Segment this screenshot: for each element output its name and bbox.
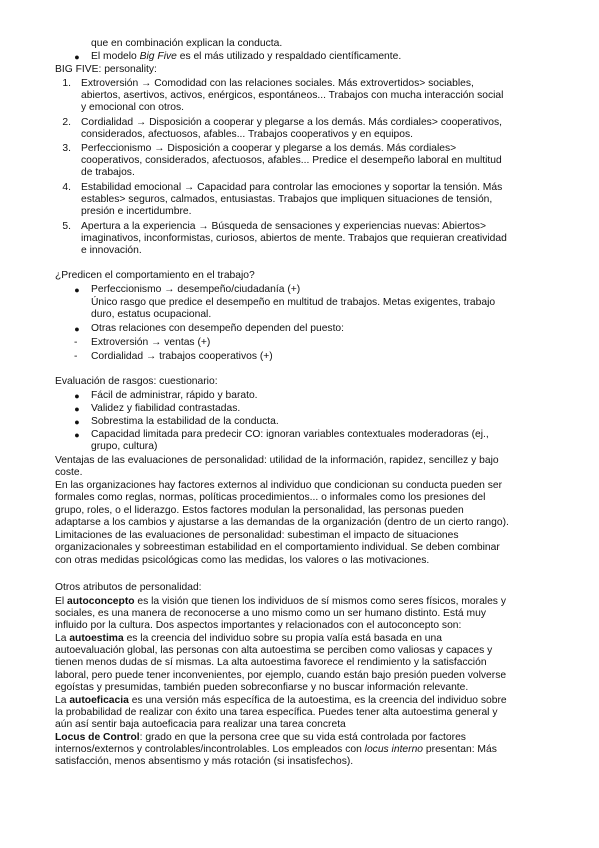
list-item-line: abiertos, asertivos, activos, enérgicos, espontáneos... Trabajos con mucha interacción social (81, 90, 504, 101)
list-item-line: Estabilidad emocional → Capacidad para controlar las emociones y soportar la tensión. Más (81, 182, 503, 193)
list-item-line: presión e incertidumbre. (81, 206, 192, 217)
locus-line: Locus de Control: grado en que la persona cree que su vida está controlada por factores (55, 732, 466, 743)
bullet-icon: ● (74, 52, 80, 62)
list-number: 3. (62, 143, 71, 154)
autoestima-line: La autoestima es la creencia del individuo sobre su propia valía está basada en una (55, 633, 442, 644)
paragraph-line: egoístas y presumidas, también pueden sobreconfiarse y no buscar información relevante. (55, 682, 469, 693)
list-number: 5. (62, 221, 71, 232)
list-item-line: imaginativos, inconformistas, curiosos, abiertos de mente. Trabajos que requieran creatividad (81, 233, 507, 244)
list-item-line: Único rasgo que predice el desempeño en multitud de trabajos. Metas exigentes, trabajo (91, 297, 496, 308)
paragraph-line: grupo, roles, o el liderazgo. Estos factores modulan la personalidad, las personas pueden (55, 505, 464, 516)
intro-line: que en combinación explican la conducta. (91, 38, 283, 49)
list-number: 4. (62, 182, 71, 193)
list-item-line: cooperativos, considerados, afectuosos, afables... Predice el desempeño laboral en multitud (81, 155, 502, 166)
list-item-line: Validez y fiabilidad contrastadas. (91, 403, 241, 414)
paragraph-line: influido por la cultura. Dos aspectos importantes y relacionados con el autoconcepto son: (55, 620, 462, 631)
paragraph-line: la probabilidad de realizar con éxito una tarea específica. Puedes tener alta autoestima general y (55, 707, 498, 718)
list-item-line: estables> seguros, calmados, entusiastas. Trabajos que impliquen situaciones de tensión, (81, 194, 493, 205)
bullet-icon: ● (74, 430, 80, 440)
dash-marker: - (74, 351, 78, 362)
list-item-line: Apertura a la experiencia → Búsqueda de sensaciones y experiencias nuevas: Abiertos> (81, 221, 486, 232)
list-item-line: considerados, afectuosos, afables... Trabajos cooperativos y en equipos. (81, 129, 413, 140)
list-item-line: Perfeccionismo → Disposición a cooperar y plegarse a los demás. Más cordiales> (81, 143, 457, 154)
paragraph-line: satisfacción, menos absentismo y más rotación (si insatisfechos). (55, 756, 354, 767)
paragraph-line: internos/externos y controlables/incontrolables. Los empleados con locus interno presentan: Más (55, 744, 497, 755)
paragraph-line: En las organizaciones hay factores externos al individuo que condicionan su conducta pueden ser (55, 480, 503, 491)
list-item-line: Perfeccionismo → desempeño/ciudadanía (+) (91, 284, 301, 295)
paragraph-line: autoevaluación global, las personas con alta autoestima se perciben como valiosas y capaces y (55, 645, 493, 656)
autoconcepto-line: El autoconcepto es la visión que tienen los individuos de sí mismos como seres físicos, morales y (55, 596, 506, 607)
paragraph-line: aún así sentir baja autoeficacia para realizar una tarea concreta (55, 719, 346, 730)
list-item-line: Otras relaciones con desempeño dependen del puesto: (91, 323, 345, 334)
section-heading: Evaluación de rasgos: cuestionario: (55, 376, 218, 387)
paragraph-line: Limitaciones de las evaluaciones de personalidad: subestiman el impacto de situaciones (55, 530, 459, 541)
list-item-line: duro, estatus ocupacional. (91, 309, 212, 320)
bullet-icon: ● (74, 417, 80, 427)
paragraph-line: adaptarse a los cambios y ajustarse a las demandas de la organización (dentro de un cierto rango). (55, 517, 509, 528)
section-heading: Otros atributos de personalidad: (55, 582, 202, 593)
big-five-intro: El modelo Big Five es el más utilizado y respaldado científicamente. (91, 51, 402, 62)
bullet-icon: ● (74, 324, 80, 334)
paragraph-line: Ventajas de las evaluaciones de personalidad: utilidad de la información, rapidez, sencillez y bajo (55, 455, 499, 466)
list-item-line: grupo, cultura) (91, 441, 158, 452)
list-item-line: Extroversión → Comodidad con las relaciones sociales. Más extrovertidos> sociables, (81, 78, 474, 89)
paragraph-line: laboral, pero puede tener inconvenientes, por ejemplo, cuando están bajo presión pueden volverse (55, 670, 507, 681)
paragraph-line: sociales, es una manera de reconocerse a uno mismo como un ser humano distinto. Está muy (55, 608, 486, 619)
autoeficacia-line: La autoeficacia es una versión más específica de la autoestima, es la creencia del individuo sobre (55, 695, 507, 706)
list-item-line: e innovación. (81, 245, 142, 256)
list-item-line: Fácil de administrar, rápido y barato. (91, 390, 258, 401)
list-item-line: Extroversión → ventas (+) (91, 337, 211, 348)
paragraph-line: con otras medidas psicológicas como las medidas, los valores o las motivaciones. (55, 555, 430, 566)
paragraph-line: organizacionales y sobreestiman estabilidad en el comportamiento individual. Se deben combinar (55, 542, 500, 553)
list-item-line: y emocional con otros. (81, 102, 185, 113)
list-item-line: Sobrestima la estabilidad de la conducta. (91, 416, 279, 427)
list-item-line: Cordialidad → Disposición a cooperar y plegarse a los demás. Más cordiales> cooperativos, (81, 117, 502, 128)
paragraph-line: tienen menos dudas de sí mismas. La alta autoestima favorece el rendimiento y la satisfacción (55, 657, 487, 668)
list-item-line: de trabajos. (81, 167, 135, 178)
dash-marker: - (74, 337, 78, 348)
bullet-icon: ● (74, 285, 80, 295)
paragraph-line: formales como reglas, normas, políticas procedimientos... o informales como los presiones del (55, 492, 486, 503)
bullet-icon: ● (74, 391, 80, 401)
big-five-heading: BIG FIVE: personality: (55, 64, 157, 75)
list-item-line: Cordialidad → trabajos cooperativos (+) (91, 351, 273, 362)
paragraph-line: coste. (55, 467, 83, 478)
list-number: 1. (62, 78, 71, 89)
list-item-line: Capacidad limitada para predecir CO: ignoran variables contextuales moderadoras (ej., (91, 429, 489, 440)
section-heading: ¿Predicen el comportamiento en el trabajo? (55, 270, 255, 281)
list-number: 2. (62, 117, 71, 128)
bullet-icon: ● (74, 404, 80, 414)
